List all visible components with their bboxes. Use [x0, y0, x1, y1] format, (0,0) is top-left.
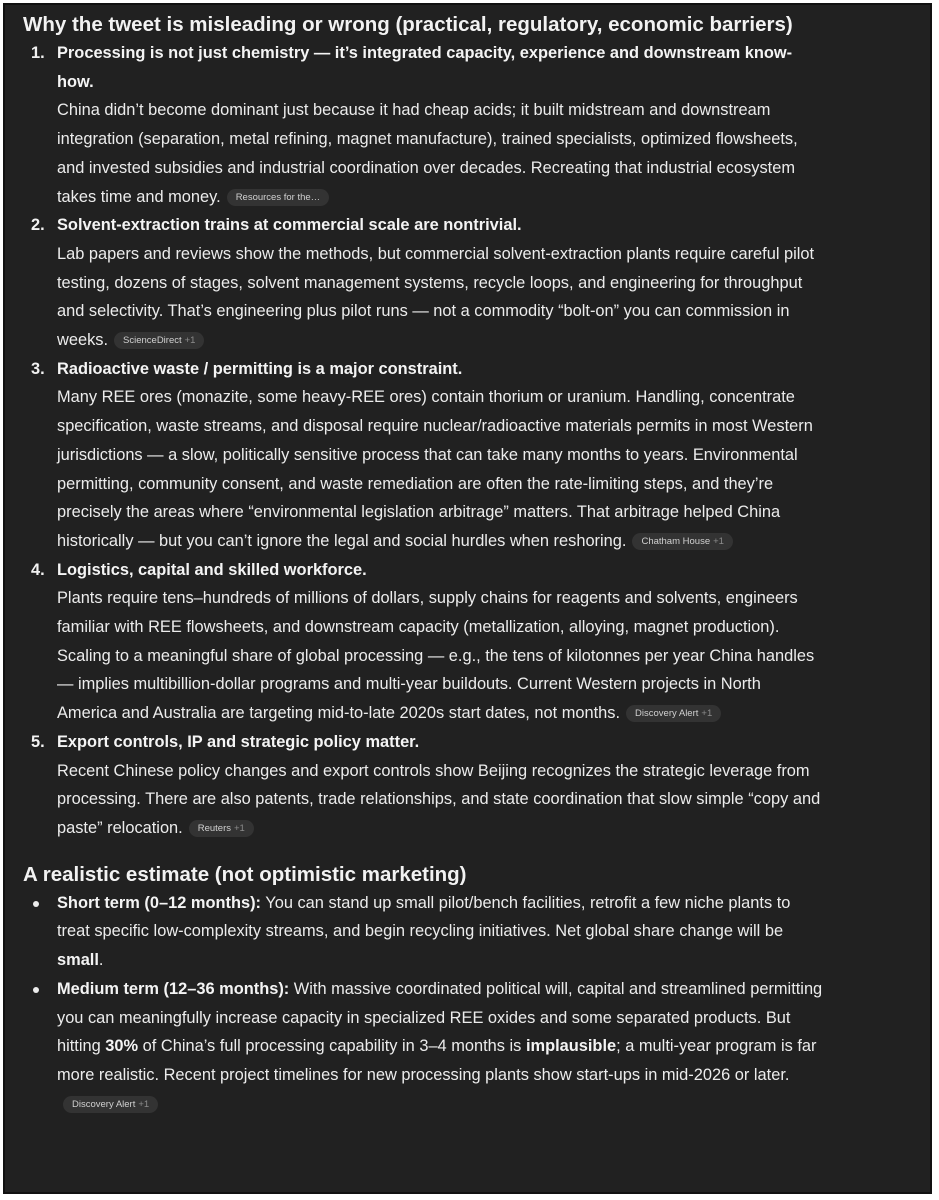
- item-body: [57, 383, 823, 555]
- item-body: [57, 240, 823, 355]
- item-title: Export controls, IP and strategic policy matter.: [57, 732, 420, 751]
- item-text: of China’s full processing capability in 3–4 months is: [138, 1037, 526, 1056]
- source-citation-chip[interactable]: [227, 189, 329, 206]
- item-number: 2.: [31, 216, 45, 235]
- item-text: With massive coordinated political will, capital and streamlined permitting you can meaningfully increase capacity in specialized REE oxides and some separated products. But hitting: [57, 979, 823, 1056]
- section-heading-estimate: A realistic estimate (not optimistic marketing): [23, 862, 467, 886]
- list-item: [23, 728, 823, 843]
- item-number: 4.: [31, 560, 45, 579]
- source-citation-chip[interactable]: [189, 820, 254, 837]
- source-name: Discovery Alert: [72, 1098, 136, 1110]
- bullet-dot: [33, 901, 39, 907]
- bullet-dot: [33, 987, 39, 993]
- item-title: Radioactive waste / permitting is a major constraint.: [57, 359, 463, 378]
- list-item: [23, 355, 823, 556]
- source-extra-count: +1: [701, 708, 713, 720]
- item-body: [57, 584, 823, 728]
- list-item: [23, 556, 823, 728]
- source-name: Reuters: [197, 822, 231, 834]
- response-content: [23, 11, 823, 1118]
- list-item: [23, 889, 823, 975]
- item-body: [57, 757, 823, 843]
- section-heading-barriers: Why the tweet is misleading or wrong (practical, regulatory, economic barriers): [23, 13, 793, 36]
- emphasis-text: implausible: [525, 1037, 617, 1056]
- item-text: ; a multi-year program is far more realistic. Recent project timelines for new processing plants show start-ups in mid-2026 or later.: [57, 1037, 817, 1084]
- source-extra-count: +1: [713, 535, 724, 547]
- item-number: 1.: [31, 44, 45, 62]
- barriers-list: [23, 39, 823, 843]
- list-item: [23, 211, 823, 355]
- item-body-text: Plants require tens–hundreds of millions of dollars, supply chains for reagents and solvents, engineers familiar with REE flowsheets, and downstream capacity (metallization, alloying, magnet production). Scaling to a meaningful share of global processing — e.g., the tens of kilotonnes per year China handles — implies multibillion-dollar programs and multi-year buildouts. Current Western projects in North America and Australia are targeting mid-to-late 2020s start dates, not months.: [57, 589, 815, 723]
- item-body-text: Many REE ores (monazite, some heavy-REE ores) contain thorium or uranium. Handling, concentrate specification, waste streams, and disposal require nuclear/radioactive materials permits in most Western jurisdictions — a slow, politically sensitive process that can take many months to years. Environmental permitting, community consent, and waste remediation are often the rate-limiting steps, and they’re precisely the areas where “environmental legislation arbitrage” matters. That arbitrage helped China historically — but you can’t ignore the legal and social hurdles when reshoring.: [57, 388, 813, 550]
- item-title: Logistics, capital and skilled workforce.: [57, 560, 367, 579]
- item-body-text: China didn’t become dominant just because it had cheap acids; it built midstream and downstream integration (separation, metal refining, magnet manufacture), trained specialists, optimized flowsheets, and invested subsidies and industrial coordination over decades. Recreating that industrial ecosystem takes time and money.: [57, 101, 798, 206]
- item-lead: Short term (0–12 months):: [57, 893, 262, 912]
- source-citation-chip[interactable]: [632, 533, 733, 550]
- source-extra-count: +1: [234, 822, 245, 834]
- item-title: Solvent-extraction trains at commercial scale are nontrivial.: [57, 216, 522, 235]
- emphasis-text: 30%: [105, 1037, 139, 1056]
- item-title: Processing is not just chemistry — it’s integrated capacity, experience and downstream know-how.: [57, 44, 793, 91]
- item-number: 5.: [31, 732, 45, 751]
- chat-response-panel: [3, 3, 932, 1194]
- item-body-text: Recent Chinese policy changes and export controls show Beijing recognizes the strategic leverage from processing. There are also patents, trade relationships, and state coordination that slow simple “copy and paste” relocation.: [57, 761, 821, 837]
- source-citation-chip[interactable]: [114, 332, 204, 349]
- list-item: [23, 39, 823, 211]
- item-text: You can stand up small pilot/bench facilities, retrofit a few niche plants to treat specific low-complexity streams, and begin recycling initiatives. Net global share change will be: [57, 893, 791, 941]
- source-name: Discovery Alert: [635, 708, 699, 720]
- item-text: .: [98, 951, 104, 970]
- source-extra-count: +1: [184, 335, 196, 347]
- item-lead: Medium term (12–36 months):: [57, 979, 290, 998]
- emphasis-text: small: [57, 951, 99, 970]
- estimate-list: [23, 889, 823, 1119]
- source-citation-chip[interactable]: [63, 1096, 158, 1113]
- item-body-text: Lab papers and reviews show the methods, but commercial solvent-extraction plants require careful pilot testing, dozens of stages, solvent management systems, recycle loops, and engineering for throughput and selectivity. That’s engineering plus pilot runs — not a commodity “bolt-on” you can commission in weeks.: [57, 244, 815, 350]
- item-number: 3.: [31, 359, 45, 378]
- list-item: [23, 975, 823, 1119]
- source-citation-chip[interactable]: [626, 705, 721, 722]
- source-name: ScienceDirect: [123, 335, 182, 347]
- source-extra-count: +1: [138, 1098, 150, 1110]
- source-name: Resources for the…: [235, 191, 321, 203]
- item-body: [57, 96, 823, 211]
- source-name: Chatham House: [641, 535, 711, 547]
